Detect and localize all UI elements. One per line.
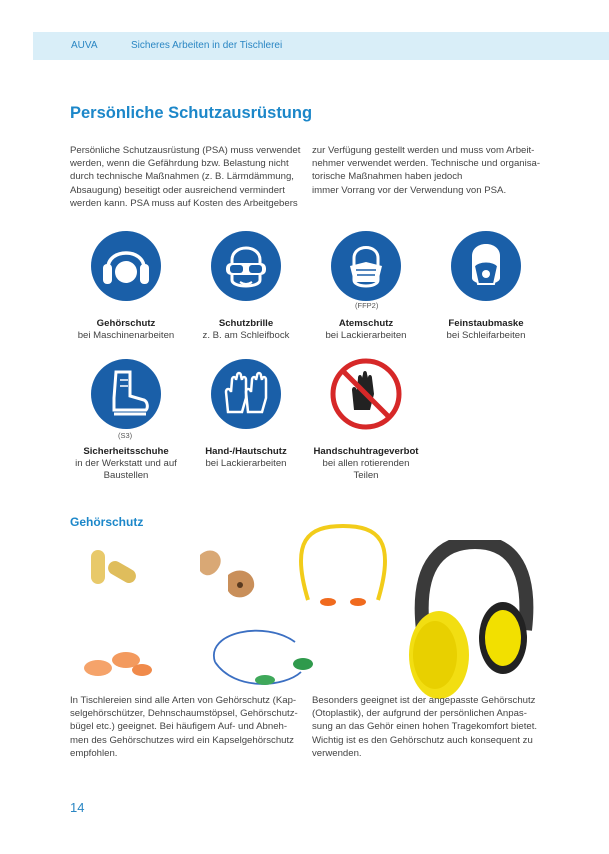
respirator-mask-icon (330, 230, 402, 302)
ppe-title: Feinstaubmaske (448, 318, 524, 329)
ppe-subtitle: bei Schleifarbeiten (446, 330, 526, 341)
ppe-label-schutzbrille (181, 318, 311, 342)
ppe-title: Schutzbrille (218, 318, 274, 329)
section-title: Persönliche Schutzausrüstung (70, 104, 313, 122)
ppe-label-hautschutz (181, 446, 311, 470)
ppe-title: Atemschutz (338, 318, 394, 329)
custom-earplugs-photo (190, 545, 270, 615)
ppe-subtitle: in der Werkstatt und auf Baustellen (75, 458, 177, 481)
hearing-paragraph-left: In Tischlereien sind alle Arten von Gehörschutz (Kap- selgehörschützer, Dehnschaumstöpsel, Gehörschutz- bügel etc.) geeignet. Bei häufigem Auf- und Abneh- men des Gehörschutzes wird ein Kapselgehörschutz empfohlen. (70, 695, 298, 759)
norm-label-schuhe: (S3) (118, 431, 133, 440)
ppe-subtitle: bei Lackierarbeiten (205, 458, 287, 469)
norm-label-atemschutz: (FFP2) (355, 301, 379, 310)
safety-boot-icon (90, 358, 162, 430)
earmuffs-photo (405, 540, 535, 705)
hearing-band-photo (288, 520, 398, 615)
page-number: 14 (70, 800, 85, 815)
ppe-subtitle: bei Lackierarbeiten (325, 330, 407, 341)
foam-earplugs-photo (85, 545, 145, 600)
running-header (33, 32, 609, 60)
hearing-section-title: Gehörschutz (70, 515, 144, 529)
ppe-title: Handschuhtrageverbot (313, 446, 419, 457)
ppe-label-feinstaubmaske (421, 318, 551, 342)
ppe-label-handschuhtrageverbot (301, 446, 431, 482)
dust-mask-icon (450, 230, 522, 302)
ppe-label-sicherheitsschuhe (61, 446, 191, 482)
ear-protection-icon (90, 230, 162, 302)
header-brand: AUVA (71, 40, 98, 51)
ppe-subtitle: bei Maschinenarbeiten (77, 330, 175, 341)
ppe-subtitle: bei allen rotierenden Teilen (322, 458, 410, 481)
no-gloves-prohibition-icon (330, 358, 402, 430)
ppe-title: Gehörschutz (96, 318, 156, 329)
corded-earplugs-photo (205, 622, 325, 697)
hearing-paragraph-right: Besonders geeignet ist der angepasste Gehörschutz (Otoplastik), der aufgrund der persönlichen Anpas- sung an das Gehör einen hohen Tragekomfort bietet. Wichtig ist es den Gehörschutz auch konsequent zu verwenden. (312, 695, 538, 759)
ppe-subtitle: z. B. am Schleifbock (202, 330, 290, 341)
ppe-title: Sicherheitsschuhe (83, 446, 169, 457)
safety-goggles-icon (210, 230, 282, 302)
ppe-label-atemschutz (301, 318, 431, 342)
ppe-title: Hand-/Hautschutz (205, 446, 287, 457)
header-title: Sicheres Arbeiten in der Tischlerei (131, 40, 283, 51)
intro-paragraph-left: Persönliche Schutzausrüstung (PSA) muss verwendet werden, wenn die Gefährdung bzw. Belastung nicht durch technische Maßnahmen (z. B. Lärmdämmung, Absaugung) beseitigt oder ausreichend vermindert werden kann. PSA muss auf Kosten des Arbeitgebers (70, 145, 301, 209)
ppe-label-gehoerschutz (61, 318, 191, 342)
protective-gloves-icon (210, 358, 282, 430)
intro-paragraph-right: zur Verfügung gestellt werden und muss vom Arbeit- nehmer verwendet werden. Technische und organisa- torische Maßnahmen haben jedoch immer Vorrang vor der Verwendung von PSA. (312, 145, 541, 196)
reusable-earplugs-photo (80, 640, 160, 685)
